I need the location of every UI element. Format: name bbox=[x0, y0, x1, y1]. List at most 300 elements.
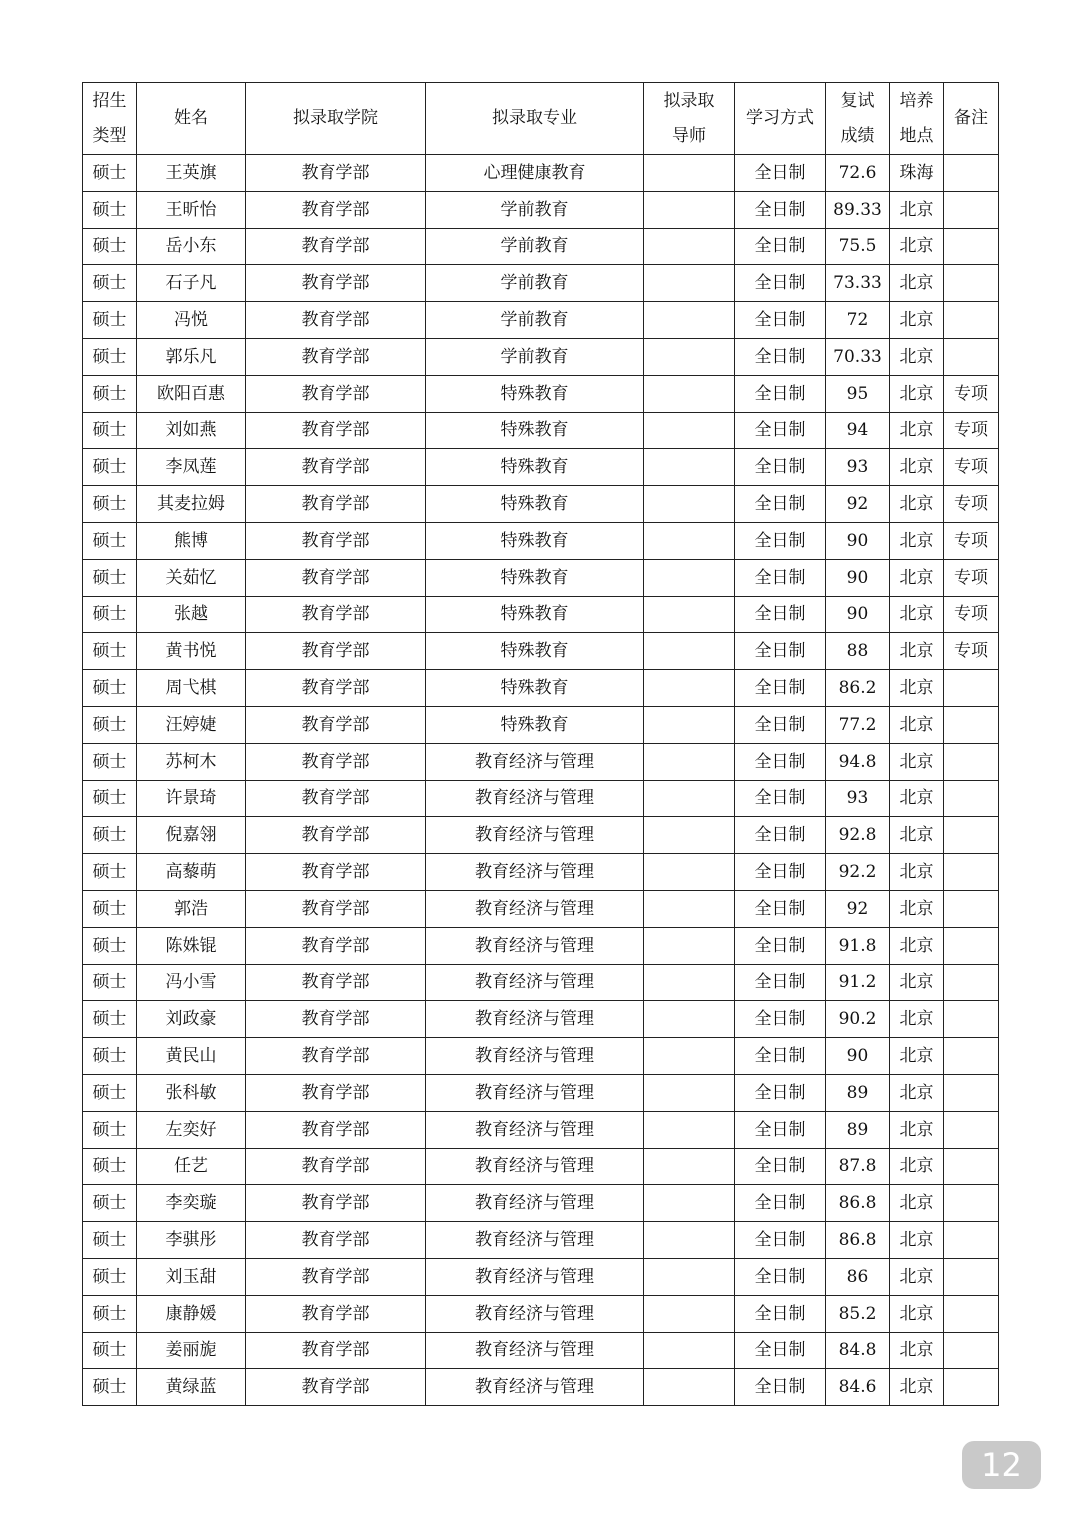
cell-score: 89 bbox=[826, 1111, 890, 1148]
cell-enroll-type: 硕士 bbox=[83, 375, 137, 412]
cell-enroll-type: 硕士 bbox=[83, 412, 137, 449]
cell-study-mode: 全日制 bbox=[735, 1074, 826, 1111]
cell-enroll-type: 硕士 bbox=[83, 1111, 137, 1148]
table-row bbox=[83, 964, 999, 1001]
cell-name: 黄民山 bbox=[137, 1038, 246, 1075]
cell-college: 教育学部 bbox=[246, 1148, 426, 1185]
table-row bbox=[83, 228, 999, 265]
cell-score: 70.33 bbox=[826, 338, 890, 375]
table-row bbox=[83, 1222, 999, 1259]
cell-major: 教育经济与管理 bbox=[426, 964, 644, 1001]
header-score-line1: 复试 bbox=[840, 90, 875, 111]
cell-note bbox=[944, 228, 999, 265]
cell-study-mode: 全日制 bbox=[735, 1111, 826, 1148]
cell-name: 李奕璇 bbox=[137, 1185, 246, 1222]
cell-enroll-type: 硕士 bbox=[83, 817, 137, 854]
cell-major: 特殊教育 bbox=[426, 375, 644, 412]
cell-note bbox=[944, 780, 999, 817]
cell-study-mode: 全日制 bbox=[735, 1038, 826, 1075]
cell-enroll-type: 硕士 bbox=[83, 1074, 137, 1111]
cell-enroll-type: 硕士 bbox=[83, 1332, 137, 1369]
cell-score: 90 bbox=[826, 522, 890, 559]
cell-location: 北京 bbox=[890, 854, 944, 891]
cell-study-mode: 全日制 bbox=[735, 228, 826, 265]
cell-study-mode: 全日制 bbox=[735, 265, 826, 302]
table-row bbox=[83, 449, 999, 486]
header-advisor-line2: 导师 bbox=[672, 125, 706, 146]
cell-advisor bbox=[644, 817, 735, 854]
cell-name: 李骐彤 bbox=[137, 1222, 246, 1259]
cell-name: 左奕好 bbox=[137, 1111, 246, 1148]
cell-major: 教育经济与管理 bbox=[426, 1332, 644, 1369]
table-row bbox=[83, 633, 999, 670]
cell-major: 教育经济与管理 bbox=[426, 1074, 644, 1111]
cell-advisor bbox=[644, 449, 735, 486]
cell-advisor bbox=[644, 706, 735, 743]
table-row bbox=[83, 743, 999, 780]
cell-enroll-type: 硕士 bbox=[83, 1222, 137, 1259]
cell-college: 教育学部 bbox=[246, 412, 426, 449]
cell-score: 90 bbox=[826, 559, 890, 596]
cell-name: 刘如燕 bbox=[137, 412, 246, 449]
cell-college: 教育学部 bbox=[246, 1185, 426, 1222]
cell-college: 教育学部 bbox=[246, 155, 426, 192]
cell-note bbox=[944, 1038, 999, 1075]
cell-enroll-type: 硕士 bbox=[83, 1295, 137, 1332]
header-row bbox=[83, 83, 999, 155]
cell-enroll-type: 硕士 bbox=[83, 596, 137, 633]
cell-enroll-type: 硕士 bbox=[83, 780, 137, 817]
cell-note bbox=[944, 1332, 999, 1369]
cell-advisor bbox=[644, 1258, 735, 1295]
cell-name: 王昕怡 bbox=[137, 191, 246, 228]
cell-note bbox=[944, 854, 999, 891]
cell-advisor bbox=[644, 1001, 735, 1038]
cell-note bbox=[944, 1111, 999, 1148]
cell-score: 86.2 bbox=[826, 670, 890, 707]
table-row bbox=[83, 1001, 999, 1038]
cell-location: 北京 bbox=[890, 1222, 944, 1259]
cell-major: 教育经济与管理 bbox=[426, 1258, 644, 1295]
cell-major: 特殊教育 bbox=[426, 706, 644, 743]
cell-score: 75.5 bbox=[826, 228, 890, 265]
cell-location: 北京 bbox=[890, 1148, 944, 1185]
page-number-badge: 12 bbox=[962, 1441, 1041, 1489]
table-row bbox=[83, 1111, 999, 1148]
cell-enroll-type: 硕士 bbox=[83, 522, 137, 559]
cell-name: 黄书悦 bbox=[137, 633, 246, 670]
cell-location: 北京 bbox=[890, 927, 944, 964]
table-row bbox=[83, 302, 999, 339]
cell-enroll-type: 硕士 bbox=[83, 743, 137, 780]
cell-score: 73.33 bbox=[826, 265, 890, 302]
cell-major: 教育经济与管理 bbox=[426, 817, 644, 854]
cell-enroll-type: 硕士 bbox=[83, 338, 137, 375]
table-row bbox=[83, 1258, 999, 1295]
header-score-line2: 成绩 bbox=[840, 125, 875, 146]
cell-name: 任艺 bbox=[137, 1148, 246, 1185]
cell-score: 90.2 bbox=[826, 1001, 890, 1038]
cell-name: 张越 bbox=[137, 596, 246, 633]
cell-note bbox=[944, 155, 999, 192]
cell-college: 教育学部 bbox=[246, 486, 426, 523]
cell-name: 郭浩 bbox=[137, 890, 246, 927]
table-row bbox=[83, 1074, 999, 1111]
cell-name: 许景琦 bbox=[137, 780, 246, 817]
table-row bbox=[83, 486, 999, 523]
cell-name: 关茹忆 bbox=[137, 559, 246, 596]
cell-major: 教育经济与管理 bbox=[426, 890, 644, 927]
cell-major: 教育经济与管理 bbox=[426, 1369, 644, 1406]
cell-name: 欧阳百惠 bbox=[137, 375, 246, 412]
cell-college: 教育学部 bbox=[246, 596, 426, 633]
table-row bbox=[83, 559, 999, 596]
cell-location: 北京 bbox=[890, 633, 944, 670]
cell-study-mode: 全日制 bbox=[735, 596, 826, 633]
cell-enroll-type: 硕士 bbox=[83, 486, 137, 523]
cell-study-mode: 全日制 bbox=[735, 1222, 826, 1259]
cell-score: 92 bbox=[826, 486, 890, 523]
cell-college: 教育学部 bbox=[246, 1332, 426, 1369]
cell-college: 教育学部 bbox=[246, 375, 426, 412]
cell-major: 特殊教育 bbox=[426, 449, 644, 486]
cell-note bbox=[944, 1369, 999, 1406]
admission-table bbox=[82, 82, 999, 1406]
cell-location: 北京 bbox=[890, 890, 944, 927]
table-row bbox=[83, 265, 999, 302]
cell-location: 北京 bbox=[890, 375, 944, 412]
cell-score: 84.8 bbox=[826, 1332, 890, 1369]
cell-enroll-type: 硕士 bbox=[83, 302, 137, 339]
cell-note: 专项 bbox=[944, 375, 999, 412]
cell-name: 苏柯木 bbox=[137, 743, 246, 780]
cell-note bbox=[944, 743, 999, 780]
cell-score: 94.8 bbox=[826, 743, 890, 780]
cell-major: 教育经济与管理 bbox=[426, 1038, 644, 1075]
cell-enroll-type: 硕士 bbox=[83, 890, 137, 927]
cell-major: 学前教育 bbox=[426, 265, 644, 302]
cell-name: 黄绿蓝 bbox=[137, 1369, 246, 1406]
cell-enroll-type: 硕士 bbox=[83, 228, 137, 265]
cell-note bbox=[944, 670, 999, 707]
cell-score: 94 bbox=[826, 412, 890, 449]
cell-name: 熊博 bbox=[137, 522, 246, 559]
cell-study-mode: 全日制 bbox=[735, 927, 826, 964]
header-study-mode: 学习方式 bbox=[735, 83, 826, 155]
header-advisor-line1: 拟录取 bbox=[663, 90, 715, 111]
cell-name: 姜丽旎 bbox=[137, 1332, 246, 1369]
cell-note: 专项 bbox=[944, 559, 999, 596]
cell-major: 特殊教育 bbox=[426, 522, 644, 559]
header-college: 拟录取学院 bbox=[246, 83, 426, 155]
cell-note bbox=[944, 1185, 999, 1222]
cell-enroll-type: 硕士 bbox=[83, 1148, 137, 1185]
header-location-line2: 地点 bbox=[899, 125, 934, 146]
cell-score: 89 bbox=[826, 1074, 890, 1111]
cell-college: 教育学部 bbox=[246, 302, 426, 339]
cell-location: 北京 bbox=[890, 412, 944, 449]
header-enroll-type-line1: 招生 bbox=[92, 90, 127, 111]
cell-note bbox=[944, 817, 999, 854]
cell-enroll-type: 硕士 bbox=[83, 706, 137, 743]
cell-enroll-type: 硕士 bbox=[83, 265, 137, 302]
cell-major: 学前教育 bbox=[426, 338, 644, 375]
cell-advisor bbox=[644, 1111, 735, 1148]
cell-college: 教育学部 bbox=[246, 559, 426, 596]
table-body bbox=[83, 155, 999, 1406]
table-row bbox=[83, 927, 999, 964]
cell-note bbox=[944, 1222, 999, 1259]
cell-location: 北京 bbox=[890, 817, 944, 854]
cell-study-mode: 全日制 bbox=[735, 1369, 826, 1406]
cell-study-mode: 全日制 bbox=[735, 780, 826, 817]
cell-advisor bbox=[644, 780, 735, 817]
cell-location: 北京 bbox=[890, 522, 944, 559]
cell-score: 95 bbox=[826, 375, 890, 412]
cell-college: 教育学部 bbox=[246, 228, 426, 265]
cell-enroll-type: 硕士 bbox=[83, 1185, 137, 1222]
cell-college: 教育学部 bbox=[246, 890, 426, 927]
cell-study-mode: 全日制 bbox=[735, 964, 826, 1001]
cell-note bbox=[944, 191, 999, 228]
cell-enroll-type: 硕士 bbox=[83, 449, 137, 486]
cell-name: 倪嘉翎 bbox=[137, 817, 246, 854]
cell-location: 北京 bbox=[890, 1332, 944, 1369]
cell-score: 72 bbox=[826, 302, 890, 339]
cell-score: 92.8 bbox=[826, 817, 890, 854]
cell-location: 北京 bbox=[890, 1074, 944, 1111]
cell-enroll-type: 硕士 bbox=[83, 1369, 137, 1406]
cell-location: 北京 bbox=[890, 780, 944, 817]
cell-major: 特殊教育 bbox=[426, 596, 644, 633]
cell-major: 教育经济与管理 bbox=[426, 1222, 644, 1259]
cell-major: 特殊教育 bbox=[426, 633, 644, 670]
cell-note bbox=[944, 338, 999, 375]
cell-score: 93 bbox=[826, 780, 890, 817]
cell-name: 其麦拉姆 bbox=[137, 486, 246, 523]
table-row bbox=[83, 780, 999, 817]
cell-college: 教育学部 bbox=[246, 780, 426, 817]
cell-study-mode: 全日制 bbox=[735, 1185, 826, 1222]
cell-note bbox=[944, 1001, 999, 1038]
cell-advisor bbox=[644, 1148, 735, 1185]
cell-enroll-type: 硕士 bbox=[83, 927, 137, 964]
header-score bbox=[826, 83, 890, 155]
cell-major: 特殊教育 bbox=[426, 412, 644, 449]
cell-score: 91.2 bbox=[826, 964, 890, 1001]
cell-location: 北京 bbox=[890, 964, 944, 1001]
header-advisor bbox=[644, 83, 735, 155]
cell-note: 专项 bbox=[944, 486, 999, 523]
table-row bbox=[83, 338, 999, 375]
cell-location: 珠海 bbox=[890, 155, 944, 192]
cell-study-mode: 全日制 bbox=[735, 338, 826, 375]
cell-study-mode: 全日制 bbox=[735, 890, 826, 927]
cell-major: 教育经济与管理 bbox=[426, 1295, 644, 1332]
cell-enroll-type: 硕士 bbox=[83, 670, 137, 707]
cell-name: 王英旗 bbox=[137, 155, 246, 192]
cell-note bbox=[944, 1148, 999, 1185]
table-row bbox=[83, 817, 999, 854]
cell-major: 教育经济与管理 bbox=[426, 854, 644, 891]
cell-note: 专项 bbox=[944, 596, 999, 633]
cell-score: 86.8 bbox=[826, 1185, 890, 1222]
cell-major: 教育经济与管理 bbox=[426, 743, 644, 780]
cell-name: 李凤莲 bbox=[137, 449, 246, 486]
cell-college: 教育学部 bbox=[246, 1038, 426, 1075]
cell-note bbox=[944, 265, 999, 302]
cell-advisor bbox=[644, 927, 735, 964]
cell-name: 冯小雪 bbox=[137, 964, 246, 1001]
cell-study-mode: 全日制 bbox=[735, 670, 826, 707]
cell-score: 86.8 bbox=[826, 1222, 890, 1259]
cell-location: 北京 bbox=[890, 1111, 944, 1148]
cell-college: 教育学部 bbox=[246, 927, 426, 964]
table-row bbox=[83, 854, 999, 891]
cell-college: 教育学部 bbox=[246, 1001, 426, 1038]
cell-location: 北京 bbox=[890, 265, 944, 302]
cell-study-mode: 全日制 bbox=[735, 1295, 826, 1332]
cell-advisor bbox=[644, 302, 735, 339]
cell-major: 特殊教育 bbox=[426, 670, 644, 707]
cell-advisor bbox=[644, 1074, 735, 1111]
cell-study-mode: 全日制 bbox=[735, 375, 826, 412]
cell-note bbox=[944, 1295, 999, 1332]
cell-study-mode: 全日制 bbox=[735, 559, 826, 596]
cell-note bbox=[944, 302, 999, 339]
cell-college: 教育学部 bbox=[246, 633, 426, 670]
cell-name: 刘玉甜 bbox=[137, 1258, 246, 1295]
cell-study-mode: 全日制 bbox=[735, 743, 826, 780]
table-row bbox=[83, 890, 999, 927]
cell-college: 教育学部 bbox=[246, 854, 426, 891]
table-row bbox=[83, 1295, 999, 1332]
cell-score: 90 bbox=[826, 596, 890, 633]
cell-enroll-type: 硕士 bbox=[83, 1258, 137, 1295]
cell-location: 北京 bbox=[890, 596, 944, 633]
cell-advisor bbox=[644, 338, 735, 375]
cell-college: 教育学部 bbox=[246, 1111, 426, 1148]
cell-study-mode: 全日制 bbox=[735, 633, 826, 670]
cell-score: 92 bbox=[826, 890, 890, 927]
cell-advisor bbox=[644, 191, 735, 228]
table-row bbox=[83, 191, 999, 228]
cell-score: 89.33 bbox=[826, 191, 890, 228]
cell-enroll-type: 硕士 bbox=[83, 633, 137, 670]
cell-college: 教育学部 bbox=[246, 1222, 426, 1259]
cell-location: 北京 bbox=[890, 559, 944, 596]
cell-study-mode: 全日制 bbox=[735, 854, 826, 891]
cell-score: 77.2 bbox=[826, 706, 890, 743]
cell-name: 陈姝锟 bbox=[137, 927, 246, 964]
cell-name: 汪婷婕 bbox=[137, 706, 246, 743]
cell-study-mode: 全日制 bbox=[735, 1001, 826, 1038]
cell-advisor bbox=[644, 1369, 735, 1406]
cell-name: 石子凡 bbox=[137, 265, 246, 302]
cell-study-mode: 全日制 bbox=[735, 817, 826, 854]
cell-advisor bbox=[644, 964, 735, 1001]
cell-enroll-type: 硕士 bbox=[83, 191, 137, 228]
cell-note bbox=[944, 1258, 999, 1295]
cell-name: 康静媛 bbox=[137, 1295, 246, 1332]
cell-score: 72.6 bbox=[826, 155, 890, 192]
cell-study-mode: 全日制 bbox=[735, 522, 826, 559]
cell-score: 87.8 bbox=[826, 1148, 890, 1185]
cell-advisor bbox=[644, 890, 735, 927]
cell-location: 北京 bbox=[890, 486, 944, 523]
cell-note: 专项 bbox=[944, 522, 999, 559]
cell-advisor bbox=[644, 1295, 735, 1332]
cell-location: 北京 bbox=[890, 228, 944, 265]
cell-score: 92.2 bbox=[826, 854, 890, 891]
cell-advisor bbox=[644, 412, 735, 449]
cell-advisor bbox=[644, 854, 735, 891]
cell-enroll-type: 硕士 bbox=[83, 964, 137, 1001]
cell-location: 北京 bbox=[890, 1185, 944, 1222]
cell-advisor bbox=[644, 522, 735, 559]
cell-study-mode: 全日制 bbox=[735, 486, 826, 523]
cell-college: 教育学部 bbox=[246, 191, 426, 228]
cell-advisor bbox=[644, 375, 735, 412]
cell-note bbox=[944, 706, 999, 743]
cell-major: 特殊教育 bbox=[426, 559, 644, 596]
cell-note: 专项 bbox=[944, 633, 999, 670]
cell-location: 北京 bbox=[890, 449, 944, 486]
table-row bbox=[83, 1369, 999, 1406]
cell-major: 教育经济与管理 bbox=[426, 780, 644, 817]
cell-enroll-type: 硕士 bbox=[83, 155, 137, 192]
cell-name: 岳小东 bbox=[137, 228, 246, 265]
cell-college: 教育学部 bbox=[246, 670, 426, 707]
cell-location: 北京 bbox=[890, 191, 944, 228]
cell-score: 85.2 bbox=[826, 1295, 890, 1332]
cell-advisor bbox=[644, 1222, 735, 1259]
cell-score: 90 bbox=[826, 1038, 890, 1075]
cell-location: 北京 bbox=[890, 670, 944, 707]
cell-note bbox=[944, 890, 999, 927]
cell-advisor bbox=[644, 1332, 735, 1369]
cell-college: 教育学部 bbox=[246, 1258, 426, 1295]
cell-major: 学前教育 bbox=[426, 302, 644, 339]
cell-name: 周弋棋 bbox=[137, 670, 246, 707]
cell-college: 教育学部 bbox=[246, 817, 426, 854]
cell-location: 北京 bbox=[890, 1258, 944, 1295]
cell-advisor bbox=[644, 559, 735, 596]
cell-college: 教育学部 bbox=[246, 1295, 426, 1332]
table-row bbox=[83, 1038, 999, 1075]
cell-location: 北京 bbox=[890, 706, 944, 743]
cell-college: 教育学部 bbox=[246, 338, 426, 375]
header-major: 拟录取专业 bbox=[426, 83, 644, 155]
cell-college: 教育学部 bbox=[246, 265, 426, 302]
cell-location: 北京 bbox=[890, 1038, 944, 1075]
cell-location: 北京 bbox=[890, 743, 944, 780]
header-name: 姓名 bbox=[137, 83, 246, 155]
table-row bbox=[83, 155, 999, 192]
cell-note bbox=[944, 1074, 999, 1111]
cell-advisor bbox=[644, 228, 735, 265]
cell-location: 北京 bbox=[890, 302, 944, 339]
cell-study-mode: 全日制 bbox=[735, 1332, 826, 1369]
cell-college: 教育学部 bbox=[246, 706, 426, 743]
cell-college: 教育学部 bbox=[246, 964, 426, 1001]
cell-advisor bbox=[644, 1185, 735, 1222]
cell-score: 84.6 bbox=[826, 1369, 890, 1406]
cell-major: 教育经济与管理 bbox=[426, 1148, 644, 1185]
cell-advisor bbox=[644, 155, 735, 192]
cell-college: 教育学部 bbox=[246, 743, 426, 780]
cell-major: 教育经济与管理 bbox=[426, 1185, 644, 1222]
